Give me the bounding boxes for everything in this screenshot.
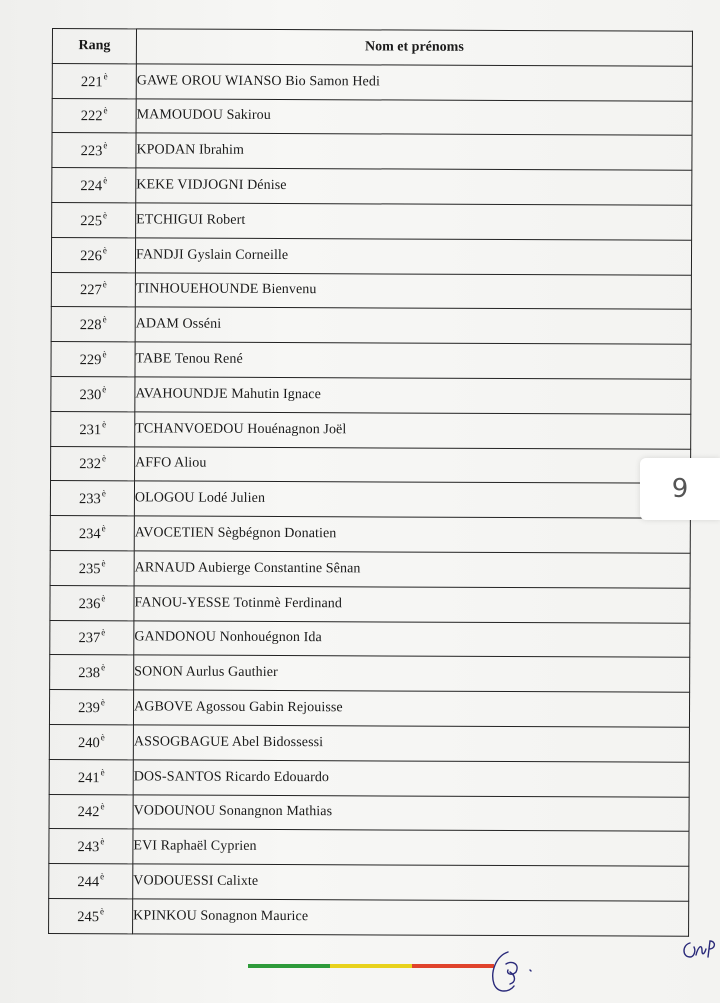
rank-number: 227 [79,282,102,299]
rank-cell [52,63,136,98]
rank-number: 242 [77,804,100,821]
name-cell: FANDJI Gyslain Corneille [135,238,691,275]
flag-green-band [248,964,330,968]
name-cell: ETCHIGUI Robert [136,203,692,240]
flag-stripe [248,964,494,968]
name-cell: ASSOGBAGUE Abel Bidossessi [133,725,689,762]
rank-cell [51,272,135,307]
rank-cell [50,655,134,690]
rank-suffix: è [103,70,108,81]
rank-suffix: è [100,836,105,847]
rank-suffix: è [102,384,107,395]
rank-number: 244 [77,874,100,891]
rank-cell [49,864,133,899]
table-row [51,342,691,380]
rank-number: 235 [78,560,101,578]
rank-suffix: è [100,871,105,882]
table-row [52,202,692,240]
flag-yellow-band [330,964,412,968]
rank-cell [49,759,133,794]
rank-number: 237 [78,630,101,647]
name-cell: AVOCETIEN Sègbégnon Donatien [134,516,690,553]
rank-suffix: è [103,210,108,221]
rank-number: 233 [79,491,101,508]
name-cell: TABE Tenou René [135,342,691,379]
rank-suffix: è [100,732,105,743]
rank-number: 239 [78,700,100,717]
rank-suffix: è [102,244,107,255]
rank-number: 225 [80,213,103,230]
table-row [50,585,690,623]
table-row [50,481,690,519]
table-row [49,898,689,936]
name-cell: AGBOVE Agossou Gabin Rejouisse [133,690,689,727]
ranking-table [48,28,693,937]
rank-cell [50,516,134,551]
rank-number: 236 [78,595,101,612]
rank-number: 238 [78,665,101,682]
rank-suffix: è [101,453,107,464]
rank-suffix: è [100,801,105,812]
rank-cell [51,376,135,411]
rank-suffix: è [103,105,108,116]
rank-cell [49,724,133,759]
header-rank: Rang [52,29,136,64]
rank-suffix: è [102,418,107,429]
rank-suffix: è [103,140,108,151]
table-row [51,237,691,275]
table-row [51,376,691,414]
name-cell: OLOGOU Lodé Julien [134,481,690,518]
rank-cell [51,342,135,377]
rank-suffix: è [101,488,106,499]
rank-cell [50,481,134,516]
rank-suffix: è [101,627,106,638]
rank-cell [50,550,134,585]
rank-cell [51,237,135,272]
rank-suffix: è [101,662,106,673]
rank-number: 223 [80,143,103,160]
rank-suffix: è [101,523,106,534]
rank-cell [50,620,134,655]
flag-red-band [412,964,494,968]
rank-number: 230 [79,386,102,404]
header-name: Nom et prénoms [136,29,692,66]
name-cell: EVI Raphaël Cyprien [133,829,689,866]
rank-suffix: è [100,697,105,708]
name-cell: FANOU-YESSE Totinmè Ferdinand [134,586,690,623]
name-cell: DOS-SANTOS Ricardo Edouardo [133,760,689,797]
table-row [52,63,692,101]
table-row [51,446,691,484]
rank-number: 228 [79,317,102,334]
rank-suffix: è [102,349,107,360]
name-cell: TCHANVOEDOU Houénagnon Joël [135,412,691,449]
name-cell: AVAHOUNDJE Mahutin Ignace [135,377,691,414]
name-cell: AFFO Aliou [135,446,691,483]
table-row [50,620,690,658]
rank-number: 222 [80,108,103,125]
name-cell: TINHOUEHOUNDE Bienvenu [135,272,691,309]
name-cell: GANDONOU Nonhouégnon Ida [134,620,690,657]
rank-cell [49,829,133,864]
table-row [50,516,690,554]
rank-cell [49,690,133,725]
table-body [49,63,693,936]
rank-cell [49,898,133,933]
rank-suffix: è [101,592,106,603]
name-cell: VODOUNOU Sonangnon Mathias [133,794,689,831]
rank-number: 224 [80,178,103,195]
table-header-row [52,29,692,67]
rank-suffix: è [102,314,107,325]
rank-number: 245 [77,908,100,926]
rank-suffix: è [102,279,107,290]
rank-suffix: è [100,766,105,777]
name-cell: VODOUESSI Calixte [133,864,689,901]
rank-number: 226 [80,247,102,264]
table-row [51,307,691,345]
rank-cell [52,168,136,203]
name-cell: KEKE VIDJOGNI Dénise [136,168,692,205]
rank-number: 241 [77,769,100,786]
table-row [49,864,689,902]
table-row [50,550,690,588]
rank-cell [52,202,136,237]
rank-number: 229 [79,352,102,369]
table-row [49,829,689,867]
rank-suffix: è [101,558,106,569]
rank-number: 221 [80,73,103,90]
table-row [52,168,692,206]
rank-suffix: è [100,906,105,917]
table-row [51,272,691,310]
table-row [50,655,690,693]
rank-cell [52,98,136,133]
name-cell: SONON Aurlus Gauthier [134,655,690,692]
table-row [49,690,689,728]
rank-number: 240 [77,734,100,752]
rank-cell [52,133,136,168]
table-row [49,724,689,762]
handwritten-initial-signature [486,942,556,998]
table-row [52,98,692,136]
table-row [51,411,691,449]
rank-number: 232 [79,456,102,473]
rank-number: 234 [78,526,101,543]
rank-number: 231 [79,421,102,438]
page-number-overlay: 9 [640,458,720,520]
table-row [49,759,689,797]
handwritten-paraph-signature [680,935,720,965]
rank-cell [50,585,134,620]
name-cell: KPODAN Ibrahim [136,133,692,170]
rank-number: 243 [77,839,100,856]
rank-cell [49,794,133,829]
rank-cell [51,446,135,481]
rank-suffix: è [103,175,108,186]
name-cell: ARNAUD Aubierge Constantine Sênan [134,551,690,588]
rank-cell [51,411,135,446]
name-cell: MAMOUDOU Sakirou [136,98,692,135]
rank-cell [51,307,135,342]
table-row [49,794,689,832]
name-cell: ADAM Osséni [135,307,691,344]
name-cell: GAWE OROU WIANSO Bio Samon Hedi [136,64,692,101]
name-cell: KPINKOU Sonagnon Maurice [133,899,689,936]
table-row [52,133,692,171]
